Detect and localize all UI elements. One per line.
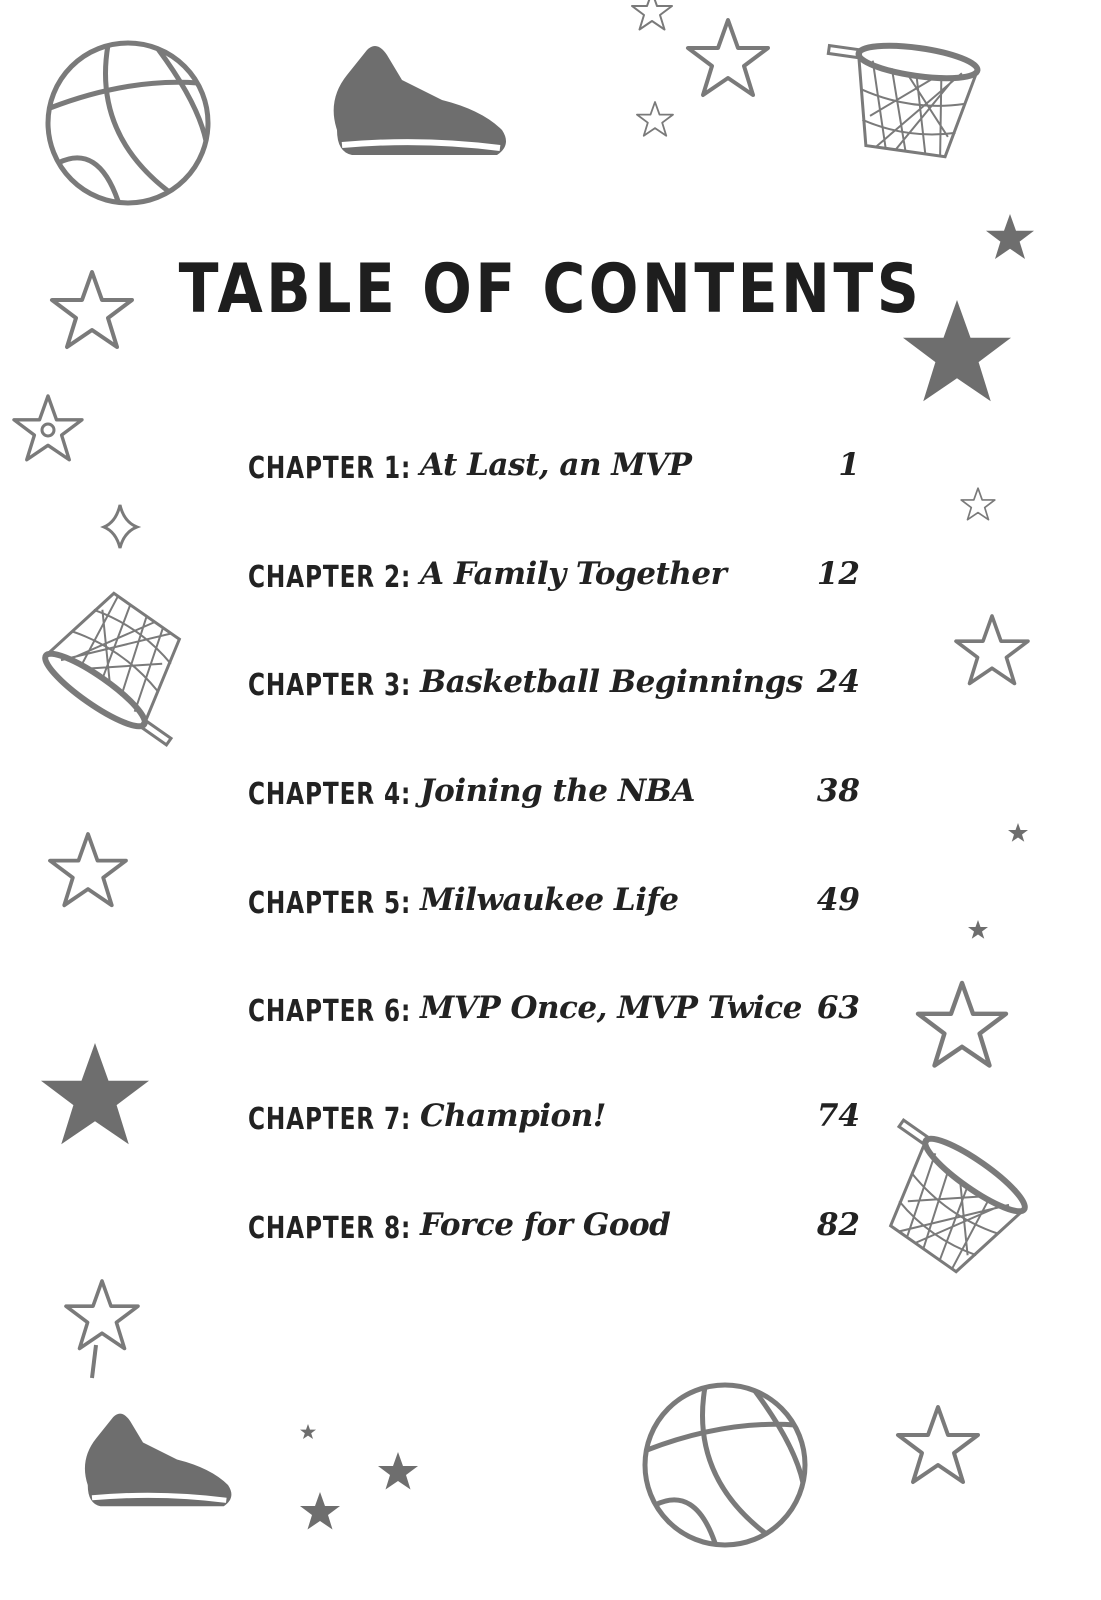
chapter-title: Joining the NBA	[420, 773, 695, 809]
chapter-label: CHAPTER 1:	[248, 451, 412, 486]
chapter-title: Champion!	[420, 1098, 606, 1134]
chapter-page: 38	[816, 773, 860, 809]
chapter-label: CHAPTER 8:	[248, 1211, 412, 1246]
chapter-label: CHAPTER 3:	[248, 668, 412, 703]
toc-entry[interactable]	[248, 771, 860, 821]
chapter-label: CHAPTER 5:	[248, 886, 412, 921]
chapter-page: 24	[816, 664, 860, 700]
chapter-page: 1	[838, 447, 860, 483]
chapter-title: Force for Good	[420, 1207, 671, 1243]
toc-entry[interactable]	[248, 880, 860, 930]
chapter-page: 49	[816, 882, 860, 918]
chapter-page: 12	[816, 556, 860, 592]
toc-entry[interactable]	[248, 1096, 860, 1146]
chapter-title: Milwaukee Life	[420, 882, 679, 918]
chapter-label: CHAPTER 2:	[248, 560, 412, 595]
chapter-page: 63	[816, 990, 860, 1026]
page-title: TABLE OF CONTENTS	[178, 250, 923, 329]
chapter-label: CHAPTER 6:	[248, 994, 412, 1029]
chapter-page: 74	[816, 1098, 860, 1134]
toc-entry[interactable]	[248, 988, 860, 1038]
chapter-title: At Last, an MVP	[420, 447, 692, 483]
toc-entry[interactable]	[248, 445, 860, 495]
chapter-title: Basketball Beginnings	[420, 664, 803, 700]
toc-entry[interactable]	[248, 662, 860, 712]
chapter-label: CHAPTER 4:	[248, 777, 412, 812]
chapter-title: A Family Together	[420, 556, 727, 592]
toc-entry[interactable]	[248, 1205, 860, 1255]
toc-entry[interactable]	[248, 554, 860, 604]
chapter-page: 82	[816, 1207, 860, 1243]
chapter-title: MVP Once, MVP Twice	[420, 990, 802, 1026]
chapter-label: CHAPTER 7:	[248, 1102, 412, 1137]
